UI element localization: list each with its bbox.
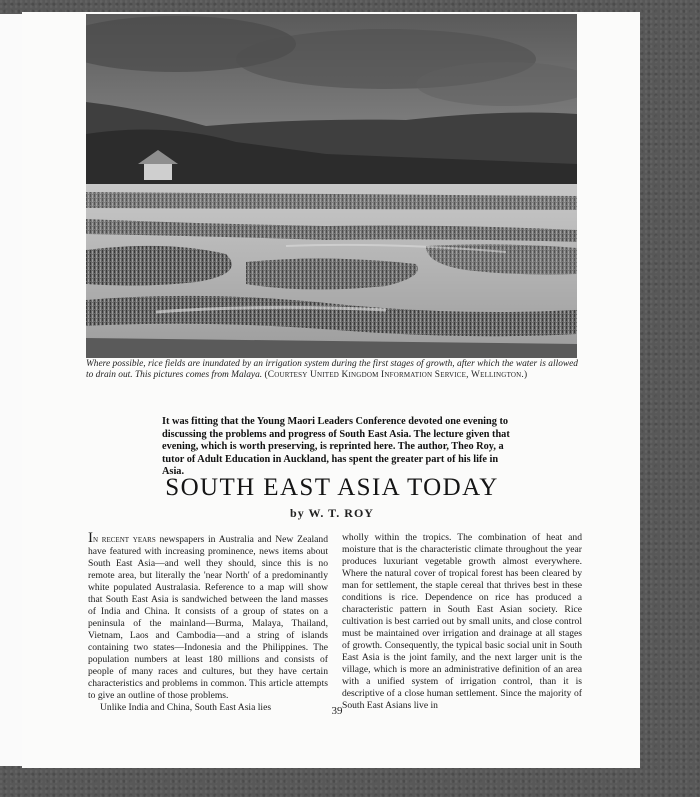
article-column-left bbox=[88, 532, 328, 714]
article-title: SOUTH EAST ASIA TODAY bbox=[165, 474, 499, 501]
article-byline: by W. T. ROY bbox=[290, 506, 374, 520]
article-column-2-text: wholly within the tropics. The combination of heat and moisture that is the characteristic climate throughout the year produces luxuriant vegetable growth almost everywhere. Where the natural cover of tropical forest has been cleared by man for settlement, the staple cereal that thrives best in these conditions is rice. Dependence on rice has produced a characteristic pattern in South East Asian society. Rice cultivation is best carried out by small units, and close control must be maintained over irrigation and drainage at all stages of growth. Consequently, the typical basic social unit in South East Asia is the joint family, and the next larger unit is the village, which is more an administrative definition of an area with a unified system of irrigation control, than it is descriptive of a close human settlement. Since the majority of South East Asians live in bbox=[342, 532, 582, 711]
adjacent-page-edge bbox=[0, 14, 22, 766]
lead-words: n recent years bbox=[93, 534, 156, 545]
paragraph-1-text: newspapers in Australia and New Zealand have featured with increasing prominence, news items about South East Asia—and well they should, since this is no remote area, but literally the 'near North' of a predominantly white populated Australasia. Reference to a map will show that South East Asia is sandwiched between the land masses of India and China. It consists of a group of states on a peninsula of the mainland—Burma, Malaya, Thailand, Vietnam, Laos and Cambodia—and a string of islands containing two states—Indonesia and the Philippines. The population numbers at least 180 millions and consists of people of many races and cultures, but they have certain characteristics and problems in common. This article attempts to give an outline of those problems. bbox=[88, 534, 328, 701]
intro-paragraph: It was fitting that the Young Maori Leaders Conference devoted one evening to discussing the problems and progress of South East Asia. The lecture given that evening, which is worth preserving, is reprinted here. The author, Theo Roy, a tutor of Adult Education in Auckland, has spent the greater part of his life in Asia. bbox=[162, 416, 510, 477]
caption-credit: (Courtesy United Kingdom Information Service, Wellington.) bbox=[264, 370, 528, 381]
rice-field-illustration bbox=[86, 14, 577, 358]
rice-field-photo bbox=[86, 14, 577, 358]
caption-text: Where possible, rice fields are inundated by an irrigation system during the first stages of growth, after which the water is allowed to drain out. This pictures comes from Malaya. bbox=[86, 359, 578, 381]
magazine-page bbox=[22, 12, 640, 768]
article-paragraph-2: Unlike India and China, South East Asia lies bbox=[100, 702, 272, 713]
article-paragraph-1 bbox=[88, 532, 328, 702]
drop-cap: I bbox=[88, 530, 93, 546]
page-number: 39 bbox=[331, 705, 343, 717]
photo-caption bbox=[86, 359, 578, 382]
article-column-right bbox=[342, 532, 582, 712]
